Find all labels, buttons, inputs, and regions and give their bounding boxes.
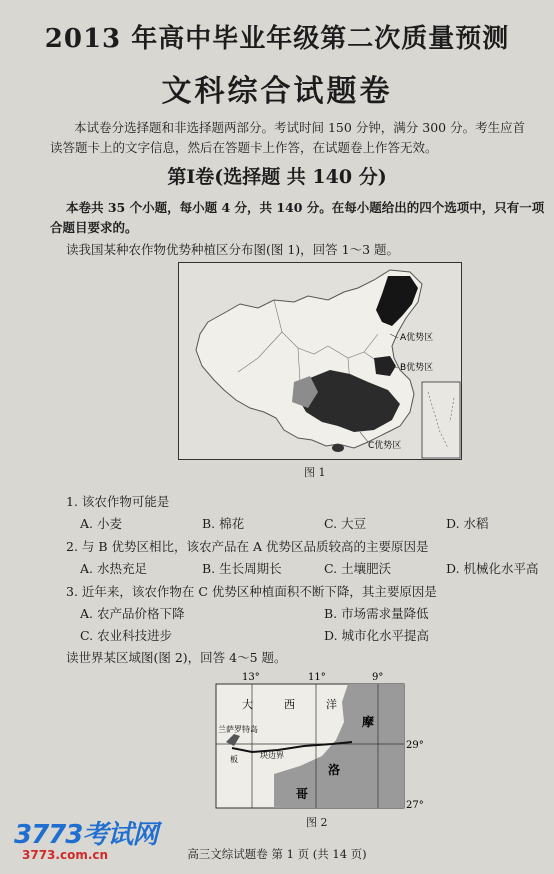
label-region-b: B优势区 <box>400 363 434 373</box>
south-sea-inset <box>422 382 460 458</box>
plate-label: 块边界 <box>260 751 284 760</box>
label-region-c: C优势区 <box>368 441 402 451</box>
hainan-island <box>332 444 344 452</box>
question-1: 1. 该农作物可能是 <box>66 494 170 509</box>
lon-label: 11° <box>308 672 326 683</box>
site-logo <box>14 814 204 868</box>
lon-label: 9° <box>372 672 384 683</box>
figure2-caption: 图 2 <box>306 816 328 829</box>
section-title: 第Ⅰ卷(选择题 共 140 分) <box>167 166 387 188</box>
country-label: 哥 <box>296 787 309 801</box>
q3-option-c: C. 农业科技进步 <box>80 628 173 643</box>
question-group-lead: 读我国某种农作物优势种植区分布图(图 1)，回答 1～3 题。 <box>66 242 400 257</box>
ocean-label: 洋 <box>326 698 337 711</box>
q1-option-b: B. 棉花 <box>202 516 245 531</box>
morocco-region-map <box>212 670 432 810</box>
ocean-label: 大 <box>242 698 253 711</box>
lat-label: 29° <box>406 740 424 751</box>
instruction-line: 本试卷分选择题和非选择题两部分。考试时间 150 分钟，满分 300 分。考生应首 <box>74 120 526 135</box>
exam-subtitle: 文科综合试题卷 <box>161 74 393 109</box>
question-group-lead-2: 读世界某区域图(图 2)，回答 4～5 题。 <box>66 650 287 665</box>
logo-url-text: 3773.com.cn <box>22 848 109 862</box>
q2-option-b: B. 生长周期长 <box>202 561 282 576</box>
instruction-line: 读答题卡上的文字信息，然后在答题卡上作答，在试题卷上作答无效。 <box>50 140 438 155</box>
question-2: 2. 与 B 优势区相比，该农产品在 A 优势区品质较高的主要原因是 <box>66 539 429 554</box>
q2-option-a: A. 水热充足 <box>80 561 147 576</box>
page-footer: 高三文综试题卷 第 1 页 (共 14 页) <box>187 847 367 861</box>
country-label: 摩 <box>362 715 375 729</box>
lon-label: 13° <box>242 672 260 683</box>
label-region-a: A优势区 <box>400 333 434 343</box>
island-label: 兰萨罗特岛 <box>218 725 258 734</box>
q3-option-b: B. 市场需求量降低 <box>324 606 429 621</box>
q1-option-c: C. 大豆 <box>324 516 367 531</box>
country-label: 洛 <box>328 763 341 777</box>
q2-option-d: D. 机械化水平高 <box>446 561 539 576</box>
exam-instructions <box>50 118 550 158</box>
q3-option-d: D. 城市化水平提高 <box>324 628 430 643</box>
lat-label: 27° <box>406 800 424 810</box>
q1-option-d: D. 水稻 <box>446 516 489 531</box>
exam-title: 2013 年高中毕业年级第二次质量预测 <box>44 24 510 54</box>
q2-option-c: C. 土壤肥沃 <box>324 561 392 576</box>
logo-main-text: 3773考试网 <box>14 820 158 850</box>
china-crop-map <box>178 262 462 460</box>
q1-option-a: A. 小麦 <box>80 516 122 531</box>
figure1-caption: 图 1 <box>304 466 326 479</box>
q3-option-a: A. 农产品价格下降 <box>80 606 185 621</box>
section-desc-line: 合题目要求的。 <box>50 220 138 235</box>
ocean-label: 西 <box>284 698 295 711</box>
section-desc-line: 本卷共 35 个小题，每小题 4 分，共 140 分。在每小题给出的四个选项中，只有一项 <box>66 200 545 215</box>
plate-label: 板 <box>230 755 238 764</box>
section-description <box>50 198 554 238</box>
question-3: 3. 近年来，该农作物在 C 优势区种植面积不断下降，其主要原因是 <box>66 584 437 599</box>
